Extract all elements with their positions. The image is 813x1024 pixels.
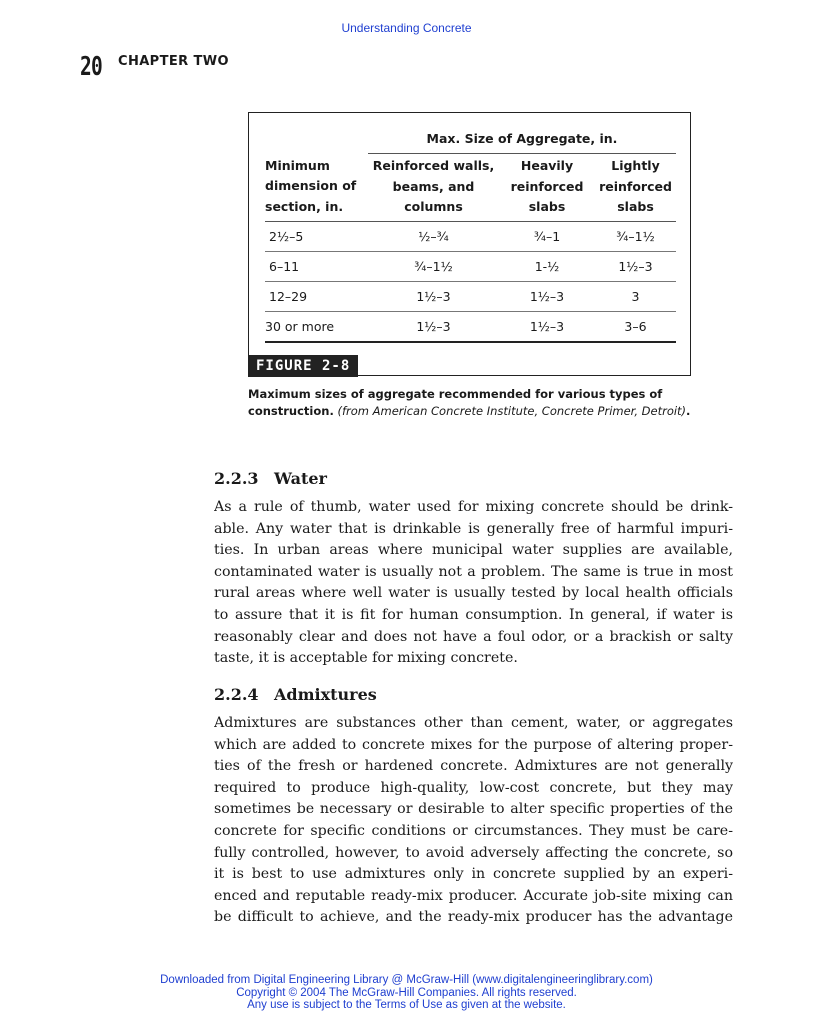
text-line: ties of the fresh or hardened concrete. Admixtures are not generally [214,758,733,775]
page-number: 20 [80,52,102,82]
text-line: contaminated water is usually not a problem. The same is true in most [214,563,733,580]
table-cell: 1½–3 [595,251,676,281]
footer-notice [0,974,813,1012]
text-line: As a rule of thumb, water used for mixing concrete should be drink- [214,499,733,515]
table-cell: 30 or more [265,311,368,342]
caption-source: (from American Concrete Institute, Concrete Primer, Detroit) [337,404,687,418]
table-row [265,251,676,281]
table-cell: 1½–3 [368,311,499,342]
table-row [265,221,676,251]
text-line: it is best to use admixtures only in concrete supplied by an experi- [214,866,733,883]
column-header: Minimum dimension of section, in. [265,154,368,222]
copyright-text: Copyright © 2004 The McGraw-Hill Companies. All rights reserved. [236,986,577,999]
text-line: ties. In urban areas where municipal water supplies are available, [214,542,733,559]
table-cell: 1½–3 [499,311,595,342]
chapter-title: CHAPTER TWO [118,54,229,69]
caption-text: Maximum sizes of aggregate recommended for various types of construction. [248,387,663,418]
table-cell: ¾–1 [499,221,595,251]
section-title: Admixtures [274,685,377,704]
paragraph-admixtures [214,713,733,929]
text-line: sometimes be necessary or desirable to alter specific properties of the [214,801,733,818]
footer-link[interactable]: Downloaded from Digital Engineering Library @ McGraw-Hill (www.digitalengineeringlibrary.com) [160,974,653,986]
section-number: 2.2.3 [214,469,259,488]
table-cell: 3 [595,281,676,311]
text-line: enced and reputable ready-mix producer. Accurate job-site mixing can [214,887,733,904]
table-cell: ¾–1½ [595,221,676,251]
text-line: which are added to concrete mixes for the purpose of altering proper- [214,736,733,753]
table-cell: ½–¾ [368,221,499,251]
text-line: to assure that it is fit for human consumption. In general, if water is [214,606,733,623]
text-line: taste, it is acceptable for mixing concrete. [214,650,518,667]
table-cell: 6–11 [265,251,368,281]
text-line: rural areas where well water is usually tested by local health officials [214,585,733,602]
section-title: Water [274,469,327,488]
section-number: 2.2.4 [214,685,259,704]
text-line: concrete for specific conditions or circumstances. They must be care- [214,822,733,839]
table-corner [265,123,368,154]
figure-caption [248,386,694,420]
column-header: Lightly reinforced slabs [595,154,676,222]
text-line: required to produce high-quality, low-cost concrete, but they may [214,779,733,796]
table-cell: 1½–3 [368,281,499,311]
text-line: able. Any water that is drinkable is generally free of harmful impuri- [214,520,733,537]
section-heading-water [214,469,327,488]
text-line: be difficult to achieve, and the ready-mix producer has the advantage [214,909,733,926]
table-cell: ¾–1½ [368,251,499,281]
aggregate-size-table [265,123,676,343]
table-cell: 2½–5 [265,221,368,251]
terms-text: Any use is subject to the Terms of Use as given at the website. [247,999,566,1011]
table-cell: 1-½ [499,251,595,281]
figure-label: FIGURE 2-8 [248,355,358,377]
section-heading-admixtures [214,685,377,704]
table-cell: 12–29 [265,281,368,311]
caption-end: . [686,404,691,418]
column-header: Heavily reinforced slabs [499,154,595,222]
table-cell: 3–6 [595,311,676,342]
group-header: Max. Size of Aggregate, in. [368,123,676,154]
top-link[interactable]: Understanding Concrete [341,21,472,35]
table-row [265,281,676,311]
column-header: Reinforced walls, beams, and columns [368,154,499,222]
table-row [265,311,676,342]
paragraph-water [214,497,733,670]
text-line: reasonably clear and does not have a foul odor, or a brackish or salty [214,628,733,645]
text-line: Admixtures are substances other than cement, water, or aggregates [214,715,733,731]
text-line: fully controlled, however, to avoid adversely affecting the concrete, so [214,844,733,861]
figure-table-box [248,112,691,376]
table-cell: 1½–3 [499,281,595,311]
